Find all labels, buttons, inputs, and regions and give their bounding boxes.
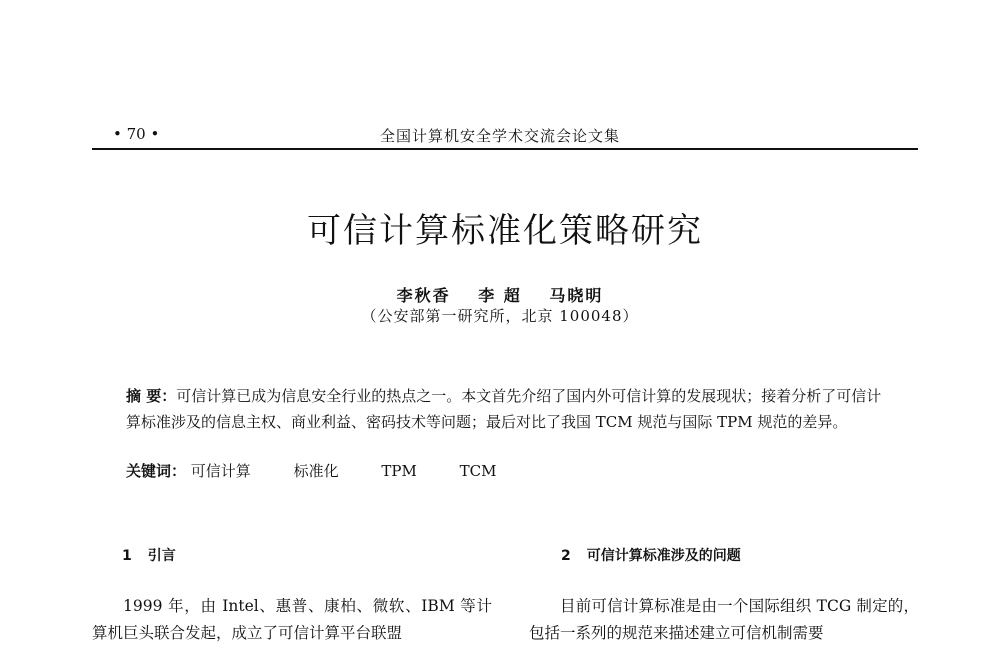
section-title: 引言 bbox=[147, 548, 176, 564]
author-name: 李 超 bbox=[478, 286, 522, 305]
keywords-label: 关键词： bbox=[126, 462, 187, 480]
affiliation: （公安部第一研究所，北京 100048） bbox=[361, 307, 639, 325]
section-heading-issues bbox=[561, 545, 741, 565]
section-body-introduction: 1999 年，由 Intel、惠普、康柏、微软、IBM 等计算机巨头联合发起，成立了可信计算平台联盟 bbox=[92, 597, 492, 642]
keywords bbox=[126, 460, 534, 481]
header-rule bbox=[92, 148, 918, 150]
keyword: 可信计算 bbox=[190, 462, 251, 480]
paper-title: 可信计算标准化策略研究 bbox=[307, 211, 703, 251]
section-title: 可信计算标准涉及的问题 bbox=[586, 548, 741, 564]
keyword: TCM bbox=[459, 462, 497, 480]
abstract-label: 摘 要： bbox=[126, 387, 177, 405]
author-name: 马晓明 bbox=[549, 286, 604, 305]
author-name: 李秋香 bbox=[396, 286, 451, 305]
section-number: 1 bbox=[122, 548, 132, 564]
abstract bbox=[126, 383, 891, 435]
author-list bbox=[0, 283, 1000, 306]
keyword: 标准化 bbox=[293, 462, 339, 480]
page-number: • 70 • bbox=[113, 125, 160, 143]
section-heading-introduction bbox=[122, 545, 176, 565]
section-number: 2 bbox=[561, 548, 571, 564]
running-header: 全国计算机安全学术交流会论文集 bbox=[379, 127, 620, 145]
abstract-text: 可信计算已成为信息安全行业的热点之一。本文首先介绍了国内外可信计算的发展现状；接着分析了可信计算标准涉及的信息主权、商业利益、密码技术等问题；最后对比了我国 TCM 规范与国际 TPM 规范的差异。 bbox=[126, 387, 882, 431]
keyword: TPM bbox=[381, 462, 417, 480]
section-body-issues: 目前可信计算标准是由一个国际组织 TCG 制定的，包括一系列的规范来描述建立可信机制需要 bbox=[529, 597, 919, 642]
